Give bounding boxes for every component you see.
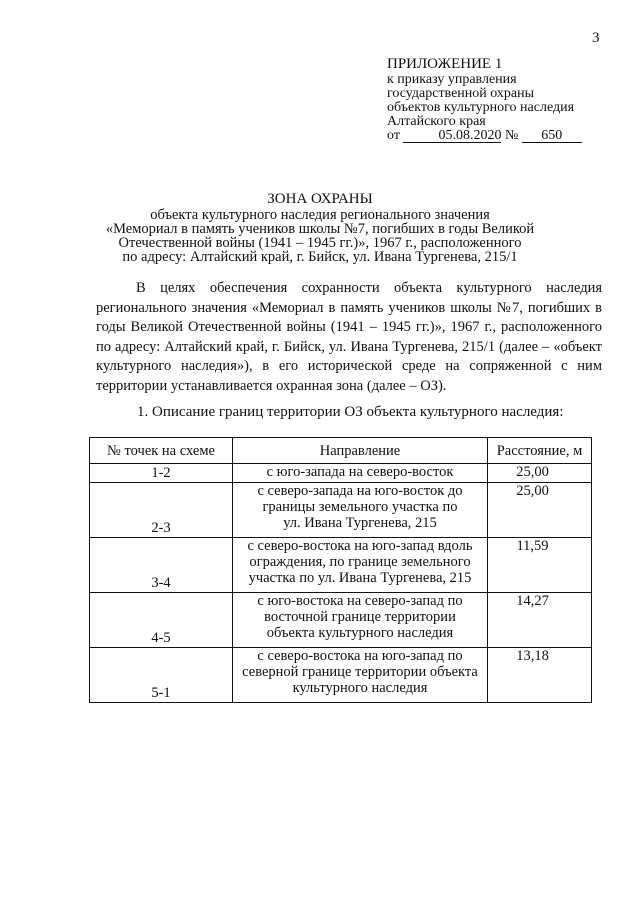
direction-line: ограждения, по границе земельного bbox=[249, 554, 471, 570]
direction-line: границы земельного участка по bbox=[262, 499, 458, 515]
cell-direction bbox=[233, 538, 488, 593]
appendix-line: объектов культурного наследия bbox=[387, 100, 575, 115]
table-row bbox=[90, 648, 592, 703]
appendix-header bbox=[387, 56, 582, 143]
title-line: «Мемориал в память учеников школы №7, погибших в годы Великой bbox=[105, 221, 535, 237]
section-heading: 1. Описание границ территории ОЗ объекта культурного наследия: bbox=[137, 404, 564, 420]
cell-points: 1-2 bbox=[90, 464, 233, 483]
order-date: 05.08.2020 bbox=[403, 129, 501, 143]
title-heading: ЗОНА ОХРАНЫ bbox=[267, 191, 373, 207]
intro-paragraph: В целях обеспечения сохранности объекта культурного наследия регионального значения «Мемориал в память учеников школы №7, погибших в годы Великой Отечественной войны (1941 – 1945 гг.)», 1967 г., расположенного по адресу: Алтайский край, г. Бийск, ул. Ивана Тургенева, 215/1 (далее – «объект культурного наследия»), в его исторической среде на сопряженной с ним территории устанавливается охранная зона (далее – ОЗ). bbox=[96, 280, 602, 394]
cell-distance bbox=[488, 593, 592, 648]
header-points: № точек на схеме bbox=[90, 438, 233, 464]
cell-distance bbox=[488, 538, 592, 593]
cell-points: 5-1 bbox=[90, 648, 233, 703]
distance-value: 14,27 bbox=[516, 593, 549, 609]
direction-line: с юго-запада на северо-восток bbox=[266, 464, 454, 480]
table-row bbox=[90, 483, 592, 538]
direction-line: с северо-востока на юго-запад по bbox=[257, 648, 463, 664]
direction-line: с северо-запада на юго-восток до bbox=[257, 483, 463, 499]
page-number: 3 bbox=[592, 30, 600, 46]
appendix-line: Алтайского края bbox=[387, 114, 486, 129]
distance-value: 13,18 bbox=[516, 648, 549, 664]
title-line: объекта культурного наследия регионального значения bbox=[150, 207, 490, 223]
cell-distance bbox=[488, 648, 592, 703]
header-direction: Направление bbox=[233, 438, 488, 464]
title-line: по адресу: Алтайский край, г. Бийск, ул. Ивана Тургенева, 215/1 bbox=[122, 249, 518, 265]
cell-direction bbox=[233, 483, 488, 538]
number-prefix: № bbox=[504, 128, 519, 143]
boundaries-table bbox=[89, 437, 592, 703]
distance-value: 25,00 bbox=[516, 483, 549, 499]
table-row bbox=[90, 464, 592, 483]
direction-line: с юго-востока на северо-запад по bbox=[257, 593, 463, 609]
document-title bbox=[0, 192, 640, 264]
appendix-line: к приказу управления bbox=[387, 72, 517, 87]
title-line: Отечественной войны (1941 – 1945 гг.)», 1967 г., расположенного bbox=[118, 235, 522, 251]
cell-direction bbox=[233, 464, 488, 483]
direction-line: восточной границе территории bbox=[264, 609, 456, 625]
cell-points: 4-5 bbox=[90, 593, 233, 648]
direction-line: объекта культурного наследия bbox=[266, 625, 454, 641]
table-row bbox=[90, 538, 592, 593]
table-row bbox=[90, 593, 592, 648]
appendix-date-line bbox=[387, 129, 582, 143]
cell-points: 2-3 bbox=[90, 483, 233, 538]
cell-direction bbox=[233, 593, 488, 648]
distance-value: 11,59 bbox=[516, 538, 549, 554]
direction-line: культурного наследия bbox=[292, 680, 428, 696]
direction-line: участка по ул. Ивана Тургенева, 215 bbox=[248, 570, 472, 586]
date-prefix: от bbox=[387, 128, 400, 143]
cell-distance bbox=[488, 483, 592, 538]
direction-line: ул. Ивана Тургенева, 215 bbox=[283, 515, 437, 531]
order-number: 650 bbox=[522, 129, 582, 143]
direction-line: северной границе территории объекта bbox=[242, 664, 478, 680]
cell-direction bbox=[233, 648, 488, 703]
table-header-row bbox=[90, 438, 592, 464]
appendix-line: государственной охраны bbox=[387, 86, 535, 101]
cell-points: 3-4 bbox=[90, 538, 233, 593]
appendix-title: ПРИЛОЖЕНИЕ 1 bbox=[387, 56, 503, 72]
header-distance: Расстояние, м bbox=[488, 438, 592, 464]
direction-line: с северо-востока на юго-запад вдоль bbox=[247, 538, 473, 554]
cell-distance bbox=[488, 464, 592, 483]
distance-value: 25,00 bbox=[516, 464, 549, 480]
